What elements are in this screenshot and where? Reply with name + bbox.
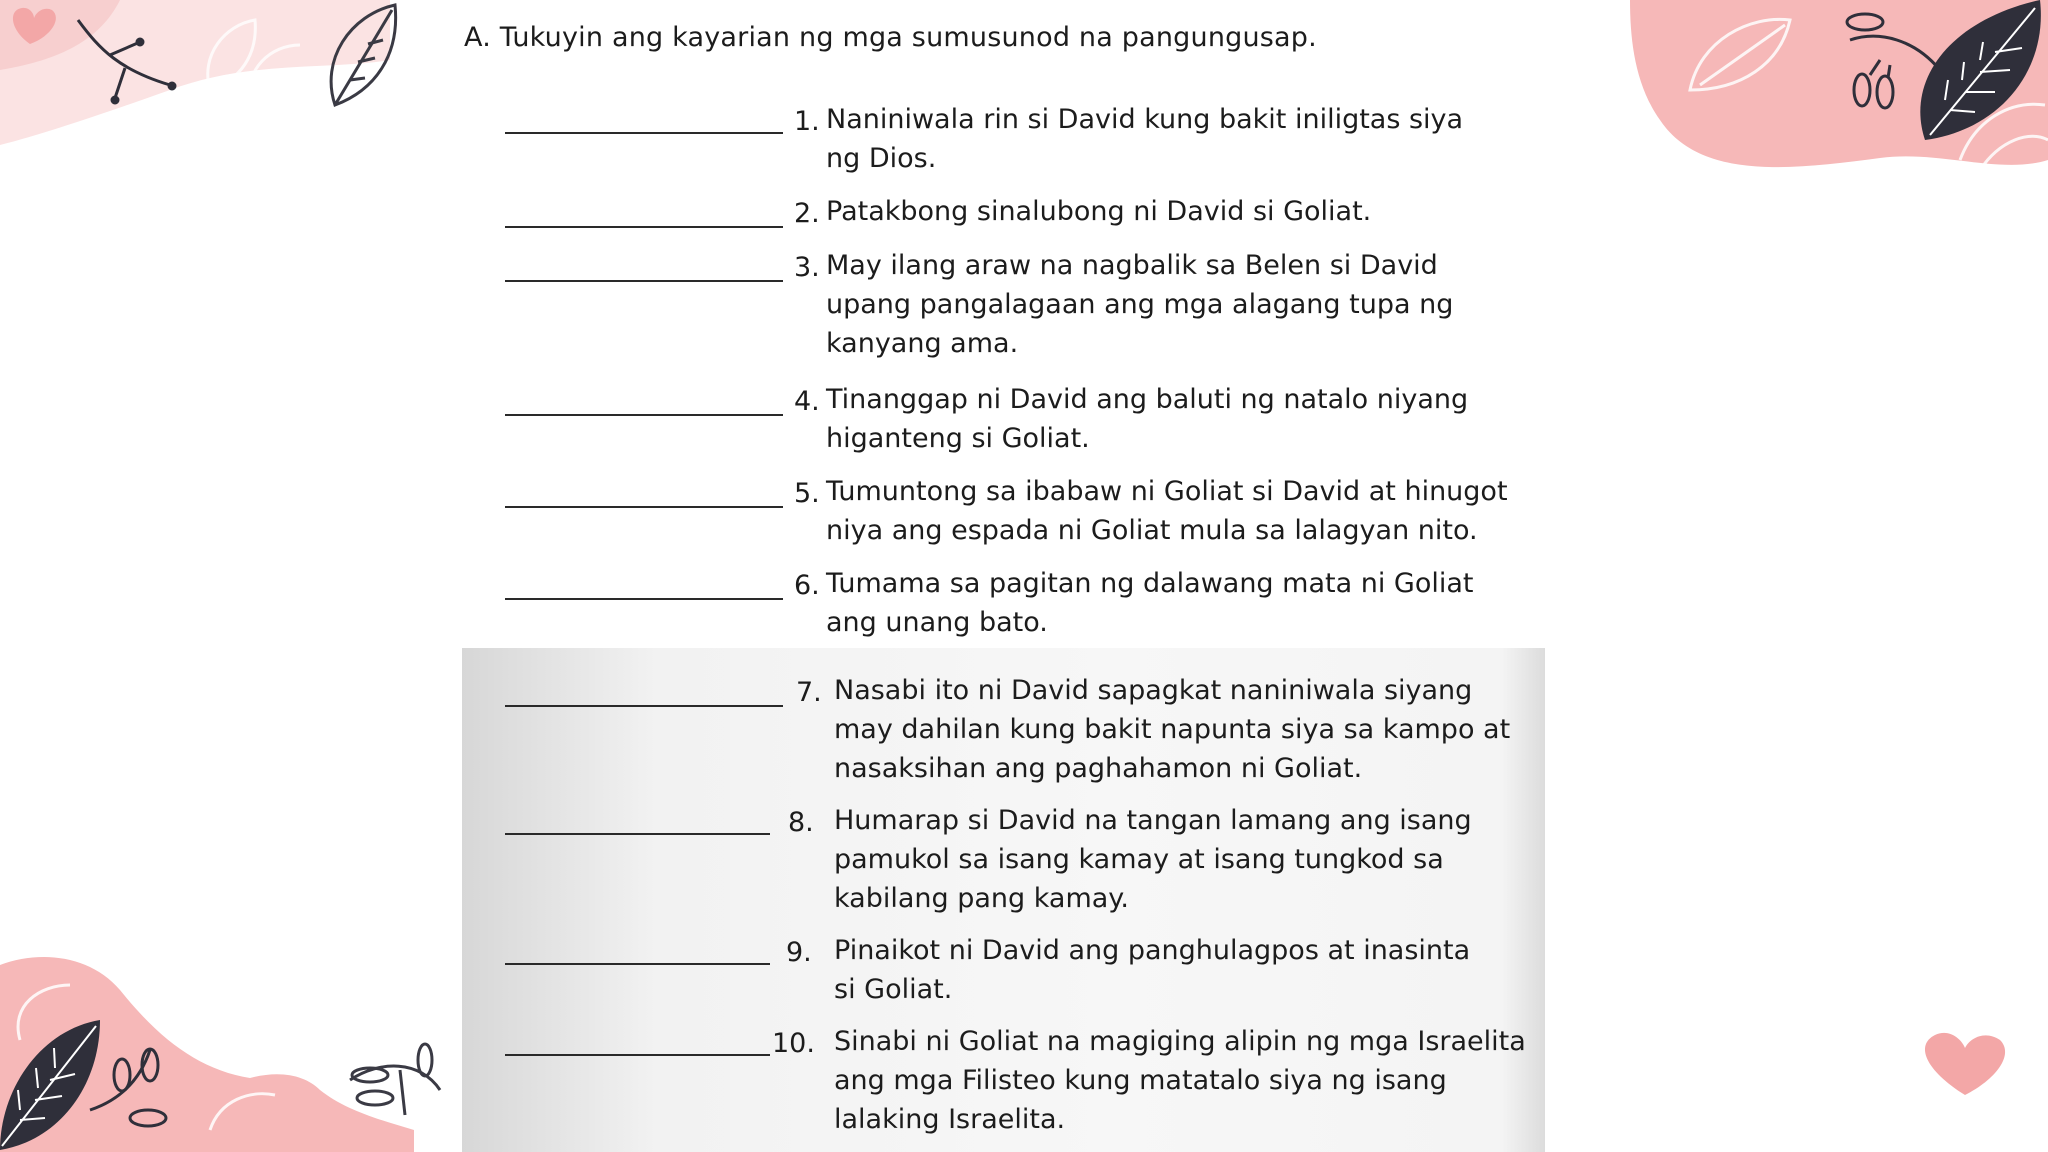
item-text: Nasabi ito ni David sapagkat naniniwala siyang may dahilan kung bakit napunta siya sa kampo at nasaksihan ang paghahamon ni Goliat.	[834, 675, 1511, 784]
item-number: 5.	[794, 478, 820, 509]
item-number: 7.	[796, 677, 822, 708]
item-text: Tumama sa pagitan ng dalawang mata ni Goliat ang unang bato.	[826, 568, 1474, 638]
answer-blank[interactable]	[505, 705, 783, 707]
answer-blank[interactable]	[505, 414, 783, 416]
branch-icon	[90, 1049, 166, 1126]
item-number: 10.	[772, 1028, 815, 1059]
top-left-pink-shape	[0, 0, 390, 145]
item-number: 4.	[794, 386, 820, 417]
item-number: 8.	[788, 807, 814, 838]
item-text: Tinanggap ni David ang baluti ng natalo niyang higanteng si Goliat.	[826, 384, 1469, 454]
answer-blank[interactable]	[505, 598, 783, 600]
answer-blank[interactable]	[505, 280, 783, 282]
item-text: Humarap si David na tangan lamang ang isang pamukol sa isang kamay at isang tungkod sa kabilang pang kamay.	[834, 805, 1472, 914]
leaf-icon	[0, 1020, 100, 1150]
top-right-pink-shape	[1630, 0, 2048, 167]
instruction-heading: A. Tukuyin ang kayarian ng mga sumusunod na pangungusap.	[464, 22, 1317, 53]
leaf-icon	[350, 1044, 440, 1115]
item-text: Sinabi ni Goliat na magiging alipin ng mga Israelita ang mga Filisteo kung matatalo siya ng isang lalaking Israelita.	[834, 1026, 1526, 1135]
item-number: 9.	[786, 937, 812, 968]
answer-blank[interactable]	[505, 833, 770, 835]
item-text: May ilang araw na nagbalik sa Belen si David upang pangalagaan ang mga alagang tupa ng kanyang ama.	[826, 250, 1454, 359]
bottom-left-pink-shape	[0, 957, 414, 1152]
item-number: 2.	[794, 198, 820, 229]
item-number: 3.	[794, 252, 820, 283]
leaf-icon	[331, 5, 396, 105]
answer-blank[interactable]	[505, 506, 783, 508]
item-number: 6.	[794, 570, 820, 601]
branch-icon	[1847, 14, 1940, 108]
leaf-icon	[1920, 0, 2041, 140]
item-text: Patakbong sinalubong ni David si Goliat.	[826, 196, 1372, 227]
heart-icon	[13, 8, 56, 44]
answer-blank[interactable]	[505, 963, 770, 965]
item-text: Pinaikot ni David ang panghulagpos at inasinta si Goliat.	[834, 935, 1471, 1005]
item-number: 1.	[794, 106, 820, 137]
item-text: Naniniwala rin si David kung bakit iniligtas siya ng Dios.	[826, 104, 1464, 174]
branch-icon	[78, 20, 175, 103]
item-text: Tumuntong sa ibabaw ni Goliat si David at hinugot niya ang espada ni Goliat mula sa lalagyan nito.	[826, 476, 1508, 546]
answer-blank[interactable]	[505, 226, 783, 228]
heart-icon	[1925, 1033, 2005, 1095]
answer-blank[interactable]	[505, 1054, 770, 1056]
answer-blank[interactable]	[505, 132, 783, 134]
